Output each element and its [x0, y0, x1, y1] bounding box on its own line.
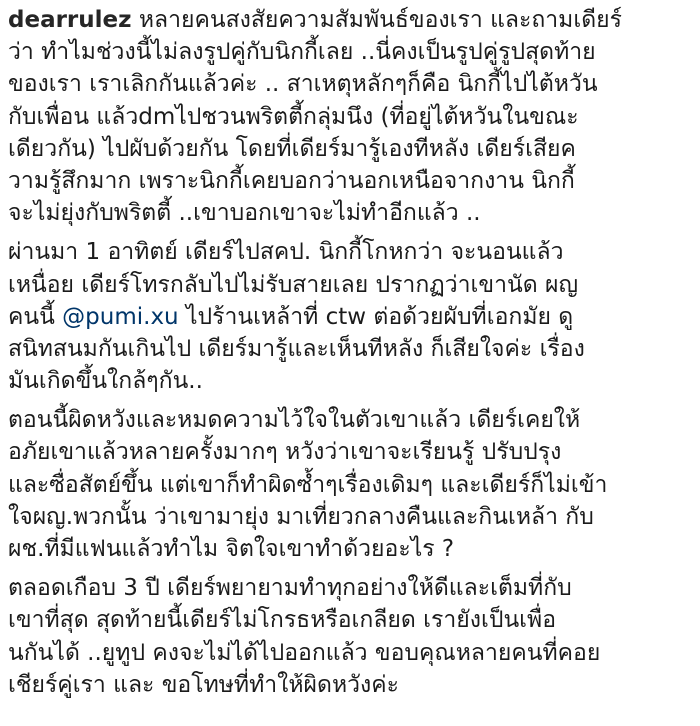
post-caption: [8, 4, 696, 708]
caption-paragraph-3: [8, 404, 696, 565]
caption-line: [8, 301, 696, 333]
caption-line: ตลอดเกือบ 3 ปี เดียร์พยายามทำทุกอย่างให้ดีและเต็มที่กับ: [8, 575, 572, 602]
caption-line: [8, 4, 696, 36]
caption-line: ตอนนี้ผิดหวังและหมดความไว้ใจในตัวเขาแล้ว เดียร์เคยให้: [8, 407, 581, 434]
caption-line: เขาที่สุด สุดท้ายนี้เดียร์ไม่โกรธหรือเกลียด เรายังเป็นเพื่อ: [8, 607, 557, 634]
caption-paragraph-2: [8, 236, 696, 397]
caption-line: เหนื่อย เดียร์โทรกลับไปไม่รับสายเลย ปรากฏว่าเขานัด ผญ: [8, 271, 579, 298]
caption-line: เชียร์คู่เรา และ ขอโทษที่ทำให้ผิดหวังค่ะ: [8, 671, 400, 698]
caption-paragraph-1: [8, 4, 696, 229]
caption-line: จะไม่ยุ่งกับพริตตี้ ..เขาบอกเขาจะไม่ทำอีกแล้ว ..: [8, 200, 481, 227]
caption-line: เดียวกัน) ไปผับด้วยกัน โดยที่เดียร์มารู้เองทีหลัง เดียร์เสียค: [8, 135, 576, 162]
caption-line: นกันได้ ..ยูทูป คงจะไม่ได้ไปออกแล้ว ขอบคุณหลายคนที่คอย: [8, 639, 601, 666]
caption-text: ไปร้านเหล้าที่ ctw ต่อด้วยผับที่เอกมัย ดู: [178, 303, 574, 330]
caption-text: หลายคนสงสัยความสัมพันธ์ของเรา และถามเดียร์: [131, 7, 622, 33]
caption-line: ว่า ทำไมช่วงนี้ไม่ลงรูปคู่กับนิกกี้เลย ..นี่คงเป็นรูปคู่รูปสุดท้าย: [8, 39, 596, 66]
caption-paragraph-4: [8, 572, 696, 701]
mention-link-pumi-xu[interactable]: @pumi.xu: [62, 303, 179, 330]
username-link[interactable]: dearrulez: [8, 7, 132, 33]
caption-line: อภัยเขาแล้วหลายครั้งมากๆ หวังว่าเขาจะเรียนรู้ ปรับปรุง: [8, 439, 562, 466]
caption-line: ผ่านมา 1 อาทิตย์ เดียร์ไปสคป. นิกกี้โกหกว่า จะนอนแล้ว: [8, 239, 564, 266]
caption-line: ของเรา เราเลิกกันแล้วค่ะ .. สาเหตุหลักๆก็คือ นิกกี้ไปไต้หวัน: [8, 71, 598, 98]
caption-line: วามรู้สึกมาก เพราะนิกกี้เคยบอกว่านอกเหนือจากงาน นิกกี้: [8, 167, 575, 194]
caption-text: คนนี้: [8, 303, 63, 330]
caption-line: กับเพื่อน แล้วdmไปชวนพริตตี้กลุ่มนึง (ที่อยู่ไต้หวันในขณะ: [8, 103, 579, 130]
caption-line: ผช.ที่มีแฟนแล้วทำไม จิตใจเขาทำด้วยอะไร ?: [8, 536, 455, 562]
caption-line: สนิทสนมกันเกินไป เดียร์มารู้และเห็นทีหลัง ก็เสียใจค่ะ เรื่อง: [8, 335, 585, 362]
caption-line: ใจผญ.พวกนั้น ว่าเขามายุ่ง มาเที่ยวกลางคืนและกินเหล้า กับ: [8, 503, 594, 530]
caption-line: และซื่อสัตย์ขึ้น แต่เขาก็ทำผิดซ้ำๆเรื่องเดิมๆ และเดียร์ก็ไม่เข้า: [8, 471, 608, 498]
caption-line: มันเกิดขึ้นใกล้ๆกัน..: [8, 368, 203, 395]
